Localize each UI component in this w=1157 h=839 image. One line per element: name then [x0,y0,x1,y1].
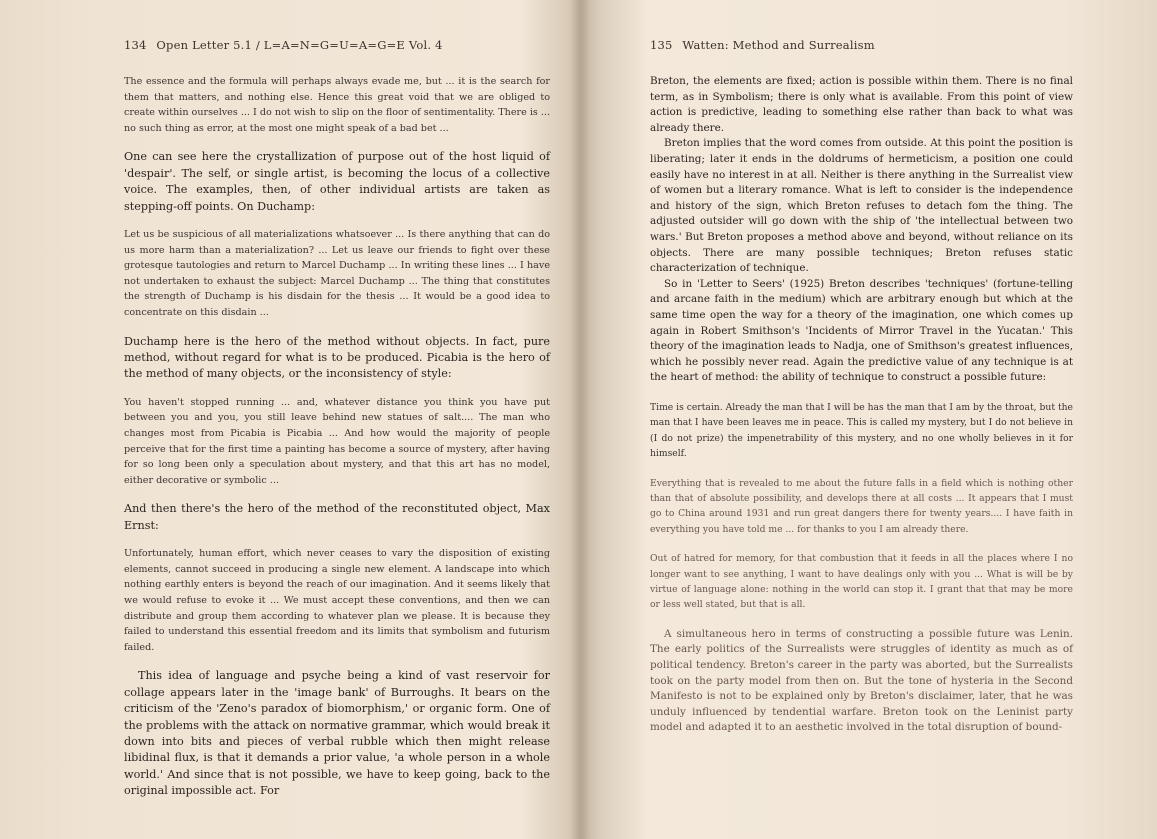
left-page-number: 134 [124,38,147,52]
left-running-head [124,38,550,52]
block-quote: Let us be suspicious of all materializations whatsoever ... Is there anything that can do us more harm than a materialization? ... Let us leave our friends to fight over these grotesque tautologies and return to Marcel Duchamp ... In writing these lines ... I have not undertaken to exhaust the subject: Marcel Duchamp ... The thing that constitutes the strength of Duchamp is his disdain for the thesis ... It would be a good idea to concentrate on this disdain ... [124,229,550,318]
block-quote: Time is certain. Already the man that I will be has the man that I am by the throat, but the man that I have been leaves me in peace. This is called my mystery, but I do not believe in (I do not prize) the impenetrability of this mystery, and no one wholly believes in it for himself. [650,401,1073,460]
block-quote: Everything that is revealed to me about the future falls in a field which is nothing other than that of absolute possibility, and develops there at all costs ... It appears that I must go to China around 1931 and run great dangers there for twenty years.... I have faith in everything you have told me ... for thanks to you I am already there. [650,477,1073,535]
block-quote: You haven't stopped running ... and, whatever distance you think you have put between you and you, you still leave behind new statues of salt.... The man who changes most from Picabia is Picabia ... And how would the majority of people perceive that for the first time a painting has become a source of mystery, after having for so long been only a speculation about mystery, and that this art has no model, either decorative or symbolic ... [124,396,550,486]
block-quote: Unfortunately, human effort, which never ceases to vary the disposition of existing elements, cannot succeed in producing a single new element. A landscape into which nothing earthly enters is beyond the reach of our imagination. And it seems likely that we would refuse to evoke it ... We must accept these conventions, and then we can distribute and group them according to whatever plan we please. It is because they failed to understand this essential freedom and its limits that symbolism and futurism failed. [124,548,550,653]
body-paragraph: A simultaneous hero in terms of constructing a possible future was Lenin. The early politics of the Surrealists were struggles of identity as much as of political tendency. Breton's career in the party was aborted, but the Surrealists took on the party model from then on. But the tone of hysteria in the Second Manifesto is not to be explained only by Breton's disclaimer, later, that he was unduly influenced by tendential warfare. Breton took on the Leninist party model and adapted it to an aesthetic involved in the total disruption of bound- [650,627,1073,734]
left-page [0,0,578,839]
right-page [578,0,1157,839]
body-paragraph: One can see here the crystallization of purpose out of the host liquid of 'despair'. The self, or single artist, is becoming the locus of a collective voice. The examples, then, of other individual artists are taken as stepping-off points. On Duchamp: [124,150,550,213]
right-running-title: Watten: Method and Surrealism [682,38,875,52]
left-running-title: Open Letter 5.1 / L=A=N=G=U=A=G=E Vol. 4 [156,38,443,52]
body-paragraph: So in 'Letter to Seers' (1925) Breton describes 'techniques' (fortune-telling and arcane faith in the medium) which are arbitrary enough but which at the same time open the way for a theory of the imagination, one which comes up again in Robert Smithson's 'Incidents of Mirror Travel in the Yucatan.' This theory of the imagination leads to Nadja, one of Smithson's greatest influences, which he possibly never read. Again the predictive value of any technique is at the heart of method: the ability of technique to construct a possible future: [650,277,1073,384]
block-quote: Out of hatred for memory, for that combustion that it feeds in all the places where I no longer want to see anything, I want to have dealings only with you ... What is will be by virtue of language alone: nothing in the world can stop it. I grant that that may be more or less well stated, but that is all. [650,553,1073,611]
right-running-head [650,38,1073,52]
body-paragraph: And then there's the hero of the method of the reconstituted object, Max Ernst: [124,502,550,532]
body-paragraph: Breton implies that the word comes from outside. At this point the position is liberating; later it ends in the doldrums of hermeticism, a position one could easily have no interest in at all. Neither is there anything in the Surrealist view of women but a literary romance. What is left to consider is the independence and history of the sign, which Breton refuses to detach fom the thing. The adjusted outsider will go down with the ship of 'the intellectual between two wars.' But Breton proposes a method above and beyond, without reliance on its objects. There are many possible techniques; Breton refuses static characterization of technique. [650,137,1073,275]
right-page-number: 135 [650,38,673,52]
body-paragraph: Duchamp here is the hero of the method without objects. In fact, pure method, without regard for what is to be produced. Picabia is the hero of the method of many objects, or the inconsistency of style: [124,334,550,381]
body-paragraph: This idea of language and psyche being a kind of vast reservoir for collage appears later in the 'image bank' of Burroughs. It bears on the criticism of the 'Zeno's paradox of biomorphism,' or organic form. One of the problems with the attack on normative grammar, which would break it down into bits and pieces of verbal rubble which then might release libidinal flux, is that it demands a prior value, 'a whole person in a whole world.' And since that is not possible, we have to keep going, back to the original impossible act. For [124,669,550,798]
block-quote: The essence and the formula will perhaps always evade me, but ... it is the search for them that matters, and nothing else. Hence this great void that we are obliged to create within ourselves ... I do not wish to slip on the floor of sentimentality. There is ... no such thing as error, at the most one might speak of a bad bet ... [124,76,551,134]
body-paragraph: Breton, the elements are fixed; action is possible within them. There is no final term, as in Symbolism; there is only what is available. From this point of view action is predictive, leading to something else rather than back to what was already there. [650,75,1073,134]
